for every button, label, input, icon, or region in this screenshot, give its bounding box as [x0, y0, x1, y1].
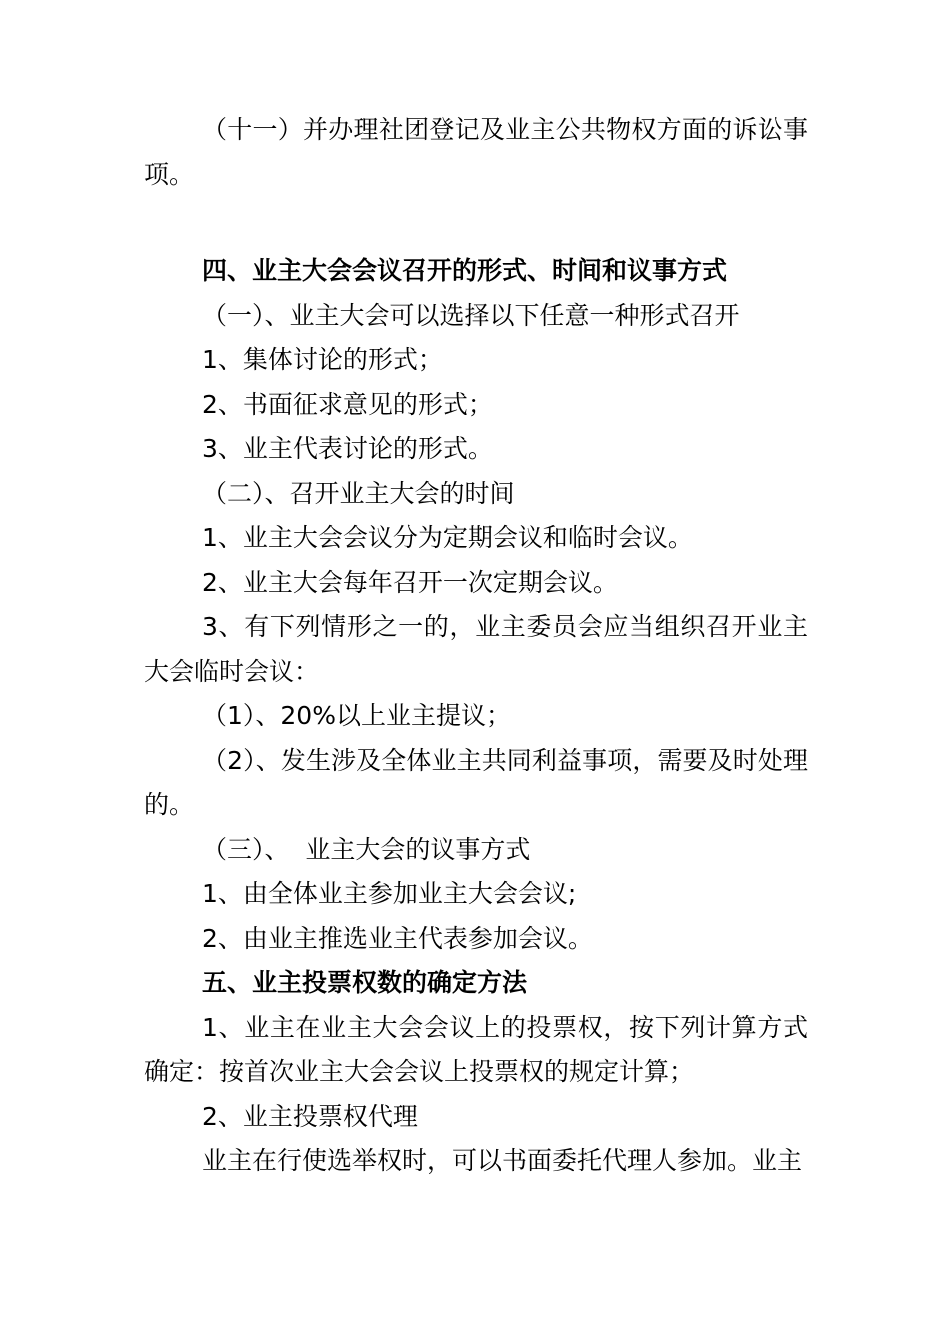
paragraph: （一）、业主大会可以选择以下任意一种形式召开 — [202, 300, 740, 330]
paragraph: 1、集体讨论的形式； — [202, 345, 443, 374]
paragraph: 1、业主大会会议分为定期会议和临时会议。 — [202, 523, 693, 552]
paragraph: （2）、发生涉及全体业主共同利益事项，需要及时处理的。 — [144, 745, 808, 819]
section-spacer — [144, 197, 808, 249]
document-page — [144, 108, 808, 1184]
paragraph: （二）、召开业主大会的时间 — [202, 478, 515, 508]
paragraph: 3、有下列情形之一的，业主委员会应当组织召开业主大会临时会议： — [144, 612, 808, 686]
paragraph: 1、由全体业主参加业主大会会议; — [202, 879, 577, 908]
paragraph: 2、由业主推选业主代表参加会议。 — [202, 923, 593, 953]
paragraph: （十一）并办理社团登记及业主公共物权方面的诉讼事项。 — [144, 115, 808, 189]
document-body — [144, 108, 808, 1184]
section-heading: 四、业主大会会议召开的形式、时间和议事方式 — [202, 256, 728, 285]
paragraph: 3、业主代表讨论的形式。 — [202, 434, 493, 463]
section-heading: 五、业主投票权数的确定方法 — [202, 968, 528, 997]
paragraph: （1）、20%以上业主提议； — [202, 701, 511, 730]
paragraph: （三）、 业主大会的议事方式 — [202, 834, 531, 864]
paragraph: 2、书面征求意见的形式； — [202, 389, 493, 419]
paragraph: 2、业主投票权代理 — [202, 1101, 418, 1131]
paragraph: 1、业主在业主大会会议上的投票权，按下列计算方式确定：按首次业主大会会议上投票权的规定计算； — [144, 1012, 808, 1086]
paragraph: 业主在行使选举权时，可以书面委托代理人参加。业主 — [202, 1146, 803, 1175]
paragraph: 2、业主大会每年召开一次定期会议。 — [202, 567, 618, 597]
